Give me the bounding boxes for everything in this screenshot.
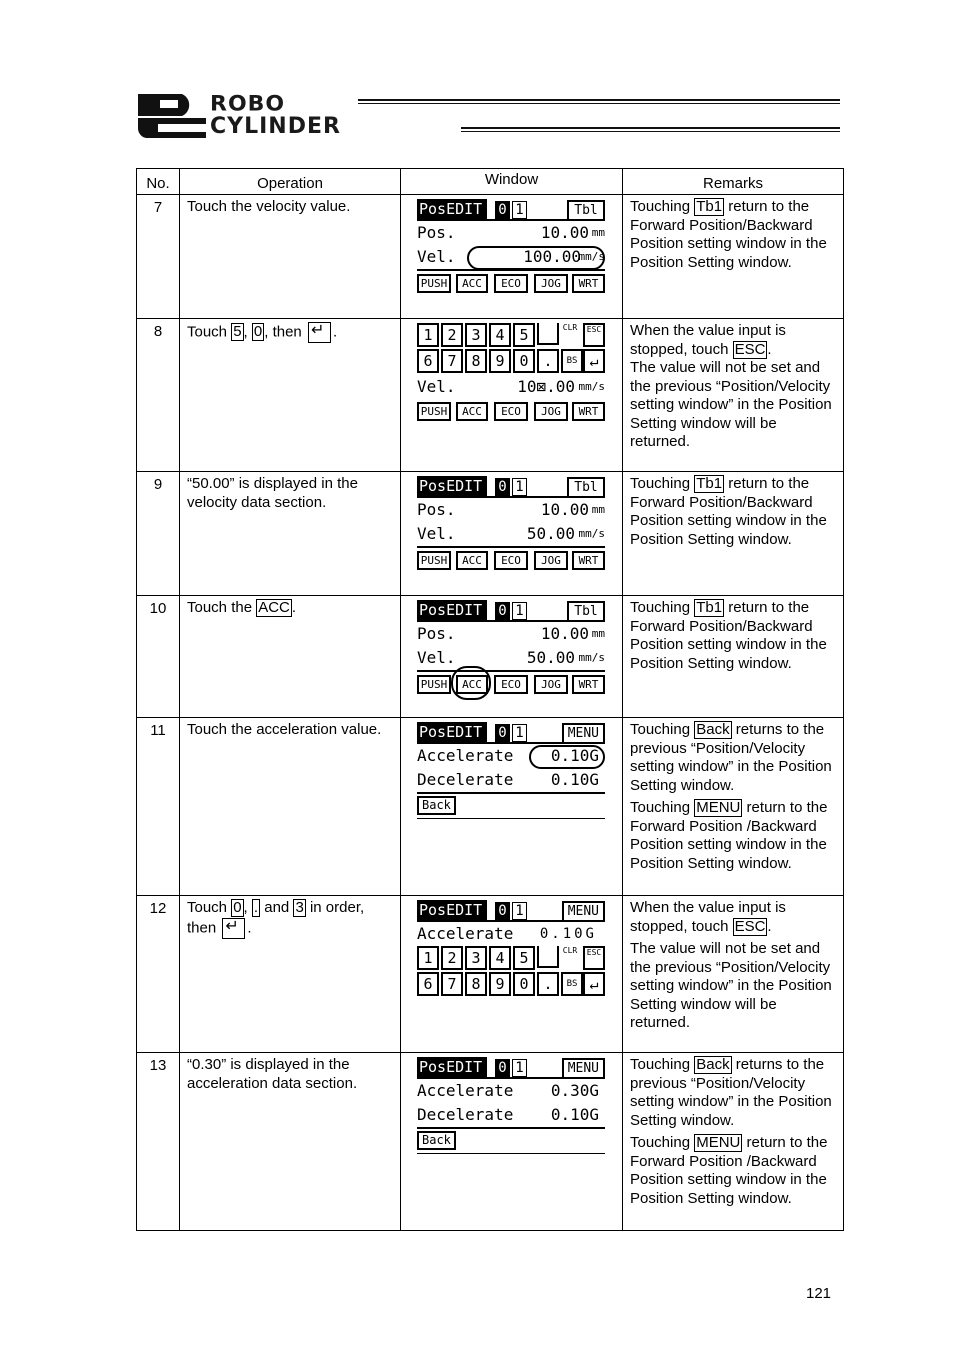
pos-value[interactable]: 10.00 bbox=[540, 500, 589, 519]
enter-icon bbox=[308, 322, 331, 343]
header-operation: Operation bbox=[180, 169, 401, 195]
remark-text: The value will not be set and the previous “Position/Velocity setting window” in the Position Setting window will be returned. bbox=[630, 940, 832, 1031]
tb1-button[interactable]: Tbl bbox=[567, 200, 605, 221]
unit-label: mm bbox=[591, 226, 605, 239]
numeric-keypad bbox=[417, 946, 605, 996]
pos-row bbox=[417, 622, 605, 646]
step-number: 12 bbox=[137, 896, 180, 1053]
operation-text: “0.30” is displayed in the acceleration data section. bbox=[187, 1056, 358, 1092]
header-window: Window bbox=[401, 169, 623, 195]
key-label: ACC bbox=[258, 599, 290, 616]
header-remarks: Remarks bbox=[623, 169, 844, 195]
key-label: . bbox=[253, 899, 259, 916]
decel-row bbox=[417, 768, 605, 792]
accel-label: Accelerate bbox=[417, 746, 514, 765]
remarks-cell bbox=[623, 472, 844, 596]
table-row bbox=[137, 195, 844, 319]
vel-row bbox=[417, 245, 605, 269]
accel-input-value: 0.10G bbox=[539, 926, 597, 942]
enter-icon bbox=[222, 918, 245, 939]
push-button[interactable]: PUSH bbox=[417, 675, 451, 694]
remarks-cell bbox=[623, 596, 844, 718]
screen-titlebar bbox=[417, 1057, 605, 1079]
operation-text: Touch the velocity value. bbox=[187, 198, 351, 215]
unit-label: mm bbox=[591, 627, 605, 640]
logo-rule bbox=[358, 103, 840, 104]
wrt-button[interactable]: WRT bbox=[572, 551, 605, 570]
position-digit: 0 bbox=[495, 201, 510, 219]
accel-value[interactable]: 0.10G bbox=[550, 746, 599, 765]
function-buttons bbox=[417, 399, 605, 421]
screen-titlebar bbox=[417, 476, 605, 498]
remark-text: Touching MENU return to the Forward Position /Backward Position setting window in the Position Setting window. bbox=[630, 1134, 828, 1207]
table-header-row bbox=[137, 169, 844, 195]
table-row bbox=[137, 596, 844, 718]
clr-key[interactable]: CLR bbox=[562, 946, 578, 955]
key-9[interactable]: 9 bbox=[489, 349, 511, 373]
remark-text: Touching Tb1 return to the Forward Position/Backward Position setting window in the Position Setting window. bbox=[630, 475, 827, 548]
remark-text: The value will not be set and the previous “Position/Velocity setting window” in the Position Setting window will be returned. bbox=[630, 359, 832, 450]
step-number: 8 bbox=[137, 319, 180, 472]
logo-word-robo: ROBO bbox=[210, 92, 286, 117]
remarks-cell bbox=[623, 195, 844, 319]
position-digit: 0 bbox=[495, 602, 510, 620]
push-button[interactable]: PUSH bbox=[417, 551, 451, 570]
key-4[interactable]: 4 bbox=[489, 946, 511, 970]
accel-row bbox=[417, 1079, 605, 1103]
position-digit: 0 bbox=[495, 724, 510, 742]
step-number: 11 bbox=[137, 718, 180, 896]
position-digit: 1 bbox=[512, 724, 527, 742]
menu-button[interactable]: MENU bbox=[562, 901, 605, 922]
acc-button[interactable]: ACC bbox=[456, 675, 488, 694]
function-buttons bbox=[417, 546, 605, 570]
clr-key[interactable]: CLR bbox=[562, 323, 578, 332]
accel-row bbox=[417, 744, 605, 768]
screen-titlebar bbox=[417, 722, 605, 744]
key-label: 0 bbox=[233, 899, 242, 916]
key-label: Tb1 bbox=[696, 475, 723, 492]
tb1-button[interactable]: Tbl bbox=[567, 477, 605, 498]
bottom-bar bbox=[417, 792, 605, 819]
operation-cell bbox=[180, 1053, 401, 1231]
remark-text: Touching Back returns to the previous “Position/Velocity setting window” in the Position Setting window. bbox=[630, 1056, 832, 1129]
vel-label: Vel. bbox=[417, 377, 456, 396]
key-5[interactable]: 5 bbox=[513, 323, 535, 347]
key-label: ESC bbox=[734, 917, 766, 935]
key-4[interactable]: 4 bbox=[489, 323, 511, 347]
key-label: MENU bbox=[696, 1134, 741, 1151]
unit-label: mm/s bbox=[578, 380, 605, 393]
robo-cylinder-logo bbox=[136, 92, 840, 142]
position-digit: 1 bbox=[512, 201, 527, 219]
key-label: 0 bbox=[253, 323, 263, 341]
decel-value[interactable]: 0.10G bbox=[550, 770, 599, 789]
key-8[interactable]: 8 bbox=[465, 349, 487, 373]
bottom-bar bbox=[417, 1127, 605, 1154]
vel-label: Vel. bbox=[417, 247, 456, 266]
menu-button[interactable]: MENU bbox=[562, 723, 605, 744]
remarks-cell bbox=[623, 319, 844, 472]
key-label: Tb1 bbox=[696, 198, 723, 215]
jog-button[interactable]: JOG bbox=[534, 551, 568, 570]
window-cell bbox=[401, 319, 623, 472]
lcd-screen bbox=[417, 900, 605, 996]
key-label: 3 bbox=[295, 899, 304, 916]
tb1-button[interactable]: Tbl bbox=[567, 601, 605, 622]
vel-label: Vel. bbox=[417, 524, 456, 543]
esc-key[interactable]: ESC bbox=[583, 323, 605, 347]
key-label: Back bbox=[696, 1056, 730, 1073]
unit-label: mm bbox=[591, 503, 605, 516]
window-cell bbox=[401, 718, 623, 896]
logo-rule bbox=[461, 131, 840, 132]
key-blank bbox=[537, 946, 559, 968]
screen-titlebar bbox=[417, 199, 605, 221]
key-dot[interactable]: . bbox=[537, 972, 559, 996]
remarks-cell bbox=[623, 1053, 844, 1231]
menu-button[interactable]: MENU bbox=[562, 1058, 605, 1079]
key-6[interactable]: 6 bbox=[417, 972, 439, 996]
wrt-button[interactable]: WRT bbox=[572, 402, 605, 421]
eco-button[interactable]: ECO bbox=[494, 551, 528, 570]
eco-button[interactable]: ECO bbox=[494, 675, 528, 694]
jog-button[interactable]: JOG bbox=[534, 402, 568, 421]
position-digit: 1 bbox=[512, 478, 527, 496]
pos-label: Pos. bbox=[417, 624, 456, 643]
position-digit: 1 bbox=[512, 902, 527, 920]
operation-cell: Touch the ACC . bbox=[180, 596, 401, 718]
pos-value[interactable]: 10.00 bbox=[540, 223, 589, 242]
position-digit: 1 bbox=[512, 1059, 527, 1077]
key-3[interactable]: 3 bbox=[465, 946, 487, 970]
numeric-keypad bbox=[417, 323, 605, 373]
function-buttons bbox=[417, 670, 605, 694]
accel-value[interactable]: 0.30G bbox=[550, 1081, 599, 1100]
vel-value[interactable]: 50.00 bbox=[526, 648, 575, 667]
lcd-screen bbox=[417, 476, 605, 572]
highlight-circle bbox=[529, 745, 605, 769]
enter-key[interactable]: ↵ bbox=[583, 972, 605, 996]
key-6[interactable]: 6 bbox=[417, 349, 439, 373]
lcd-screen bbox=[417, 1057, 605, 1153]
operation-cell bbox=[180, 718, 401, 896]
window-cell bbox=[401, 1053, 623, 1231]
key-7[interactable]: 7 bbox=[441, 972, 463, 996]
screen-title: PosEDIT bbox=[417, 476, 487, 496]
operation-cell: Touch 0 , . and 3 in order, then ↵ . bbox=[180, 896, 401, 1053]
acc-button[interactable]: ACC bbox=[456, 274, 488, 293]
key-2[interactable]: 2 bbox=[441, 946, 463, 970]
key-label: 5 bbox=[233, 323, 242, 341]
eco-button[interactable]: ECO bbox=[494, 402, 528, 421]
logo-rule bbox=[461, 127, 840, 129]
eco-button[interactable]: ECO bbox=[494, 274, 528, 293]
backspace-key[interactable]: BS bbox=[561, 972, 583, 996]
remarks-cell bbox=[623, 718, 844, 896]
remark-text: Touching Tb1 return to the Forward Position/Backward Position setting window in the Position Setting window. bbox=[630, 198, 827, 271]
operation-cell bbox=[180, 195, 401, 319]
remark-text: Touching Back returns to the previous “Position/Velocity setting window” in the Position Setting window. bbox=[630, 721, 832, 794]
key-9[interactable]: 9 bbox=[489, 972, 511, 996]
decel-value[interactable]: 0.10G bbox=[550, 1105, 599, 1124]
rc-logo-mark bbox=[136, 92, 208, 140]
remark-text: When the value input is stopped, touch ESC . bbox=[630, 322, 786, 358]
acc-button[interactable]: ACC bbox=[456, 551, 488, 570]
logo-word-cylinder: CYLINDER bbox=[210, 114, 341, 139]
step-number: 10 bbox=[137, 596, 180, 718]
decel-row bbox=[417, 1103, 605, 1127]
screen-title: PosEDIT bbox=[417, 1057, 487, 1077]
key-2[interactable]: 2 bbox=[441, 323, 463, 347]
vel-row bbox=[417, 375, 605, 399]
key-blank bbox=[537, 323, 559, 345]
lcd-screen bbox=[417, 199, 605, 295]
function-buttons bbox=[417, 269, 605, 293]
position-digit: 0 bbox=[495, 1059, 510, 1077]
pos-label: Pos. bbox=[417, 500, 456, 519]
screen-title: PosEDIT bbox=[417, 722, 487, 742]
vel-value[interactable]: 50.00 bbox=[526, 524, 575, 543]
window-cell bbox=[401, 195, 623, 319]
vel-label: Vel. bbox=[417, 648, 456, 667]
remark-text: Touching Tb1 return to the Forward Position/Backward Position setting window in the Position Setting window. bbox=[630, 599, 827, 672]
screen-title: PosEDIT bbox=[417, 600, 487, 620]
pos-row bbox=[417, 221, 605, 245]
highlight-circle bbox=[451, 666, 491, 700]
table-row bbox=[137, 896, 844, 1053]
jog-button[interactable]: JOG bbox=[534, 675, 568, 694]
enter-key[interactable]: ↵ bbox=[583, 349, 605, 373]
key-7[interactable]: 7 bbox=[441, 349, 463, 373]
vel-input-value: 10⊠.00 bbox=[517, 377, 575, 396]
position-digit: 0 bbox=[495, 478, 510, 496]
push-button[interactable]: PUSH bbox=[417, 274, 451, 293]
header-no: No. bbox=[137, 169, 180, 195]
key-1[interactable]: 1 bbox=[417, 946, 439, 970]
logo-rule bbox=[358, 99, 840, 101]
key-5[interactable]: 5 bbox=[513, 946, 535, 970]
remarks-cell bbox=[623, 896, 844, 1053]
esc-key[interactable]: ESC bbox=[583, 946, 605, 970]
wrt-button[interactable]: WRT bbox=[572, 675, 605, 694]
window-cell bbox=[401, 896, 623, 1053]
unit-label: mm/s bbox=[578, 527, 605, 540]
jog-button[interactable]: JOG bbox=[534, 274, 568, 293]
screen-titlebar bbox=[417, 600, 605, 622]
table-row bbox=[137, 472, 844, 596]
key-dot[interactable]: . bbox=[537, 349, 559, 373]
backspace-key[interactable]: BS bbox=[561, 349, 583, 373]
back-button[interactable]: Back bbox=[417, 796, 456, 815]
accel-label: Accelerate bbox=[417, 1081, 514, 1100]
lcd-screen bbox=[417, 600, 605, 696]
operation-table bbox=[136, 168, 844, 1231]
screen-title: PosEDIT bbox=[417, 199, 487, 219]
screen-titlebar bbox=[417, 900, 605, 922]
key-8[interactable]: 8 bbox=[465, 972, 487, 996]
lcd-screen bbox=[417, 722, 605, 818]
operation-text: Touch the acceleration value. bbox=[187, 721, 382, 738]
remark-text: Touching MENU return to the Forward Position /Backward Position setting window in the Position Setting window. bbox=[630, 799, 828, 872]
operation-cell bbox=[180, 472, 401, 596]
step-number: 13 bbox=[137, 1053, 180, 1231]
accel-label: Accelerate bbox=[417, 924, 514, 943]
screen-title: PosEDIT bbox=[417, 900, 487, 920]
vel-value[interactable]: 100.00 bbox=[523, 247, 581, 266]
operation-cell: Touch 5 , 0 , then ↵ . bbox=[180, 319, 401, 472]
highlight-circle bbox=[467, 246, 605, 270]
decel-label: Decelerate bbox=[417, 770, 514, 789]
unit-label: mm/s bbox=[578, 651, 605, 664]
accel-row bbox=[417, 922, 605, 946]
vel-row bbox=[417, 646, 605, 670]
step-number: 9 bbox=[137, 472, 180, 596]
window-cell bbox=[401, 472, 623, 596]
position-digit: 0 bbox=[495, 902, 510, 920]
acc-button[interactable]: ACC bbox=[456, 402, 488, 421]
table-row bbox=[137, 319, 844, 472]
key-1[interactable]: 1 bbox=[417, 323, 439, 347]
pos-row bbox=[417, 498, 605, 522]
wrt-button[interactable]: WRT bbox=[572, 274, 605, 293]
key-label: Tb1 bbox=[696, 599, 723, 616]
key-0[interactable]: 0 bbox=[513, 349, 535, 373]
page-number: 121 bbox=[806, 1285, 832, 1302]
key-label: MENU bbox=[696, 799, 741, 816]
vel-row bbox=[417, 522, 605, 546]
step-number: 7 bbox=[137, 195, 180, 319]
window-cell bbox=[401, 596, 623, 718]
table-row bbox=[137, 718, 844, 896]
back-button[interactable]: Back bbox=[417, 1131, 456, 1150]
key-label: Back bbox=[696, 721, 730, 738]
push-button[interactable]: PUSH bbox=[417, 402, 451, 421]
key-0[interactable]: 0 bbox=[513, 972, 535, 996]
key-label: ESC bbox=[734, 340, 766, 358]
operation-text: “50.00” is displayed in the velocity data section. bbox=[187, 475, 358, 511]
remark-text: When the value input is stopped, touch ESC . bbox=[630, 899, 786, 935]
pos-label: Pos. bbox=[417, 223, 456, 242]
lcd-screen bbox=[417, 323, 605, 419]
pos-value[interactable]: 10.00 bbox=[540, 624, 589, 643]
unit-label: mm/s bbox=[578, 250, 605, 263]
decel-label: Decelerate bbox=[417, 1105, 514, 1124]
table-row bbox=[137, 1053, 844, 1231]
key-3[interactable]: 3 bbox=[465, 323, 487, 347]
position-digit: 1 bbox=[512, 602, 527, 620]
